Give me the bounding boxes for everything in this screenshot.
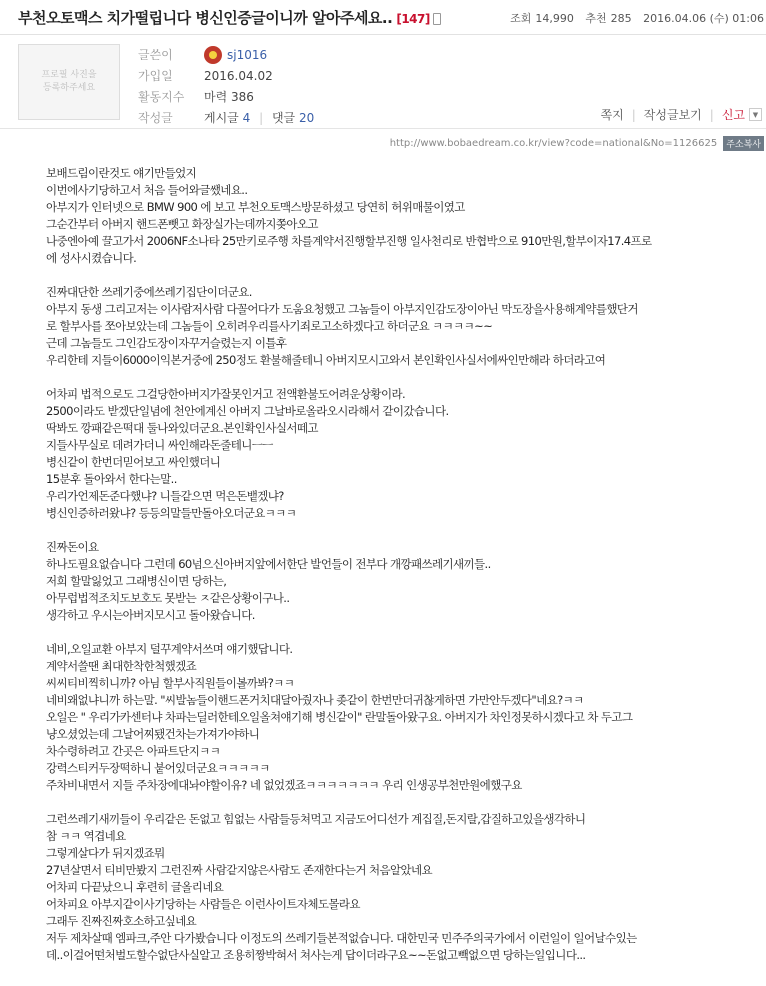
body-line: 에 성사시켰습니다. [46,251,137,265]
body-line: 27년살면서 티비만봤지 그런진짜 사람같지않은사람도 존재한다는거 처음알았네요 [46,863,433,877]
body-line: 근데 그놈들도 그인감도장이자꾸거슬렸는지 이틀후 [46,336,287,350]
post-url: http://www.bobaedream.co.kr/view?code=national&No=1126625 [389,138,718,149]
profile-photo-placeholder [18,44,120,120]
post-meta [502,10,764,26]
body-line: 어차피 다끝났으니 후련히 글올리네요 [46,880,224,894]
post-title [18,7,441,28]
recommend-label: 추천 [585,12,607,25]
author-row-joined [138,65,314,86]
body-line: 어차피요 아부지같이사기당하는 사람들은 이런사이트자체도몰라요 [46,897,360,911]
copy-url-button[interactable]: 주소복사 [723,136,764,151]
blank-line [46,794,746,811]
chevron-down-icon[interactable]: ▼ [749,108,762,121]
body-line: 그렇게살다가 뒤지겠죠뭐 [46,846,165,860]
body-line: 어차피 법적으로도 그걸당한아버지가잘못인거고 전액환불도어려운상황이라. [46,387,406,401]
views-label: 조회 [510,12,532,25]
body-line: 냥오셨었는데 그날어찌됐건차는가져가야하니 [46,727,260,741]
body-line: 2500이라도 받겠단일념에 천안에계신 아버지 그날바로올라오시라해서 같이갔습니다. [46,404,449,418]
body-line: 생각하고 우시는아버지모시고 돌아왔습니다. [46,608,255,622]
author-row-posts [138,107,314,128]
body-line: 하나도필요없습니다 그런데 60넘으신아버지앞에서한단 발언들이 전부다 개깡패쓰레기새끼들.. [46,557,491,571]
author-row-writer [138,44,314,65]
posts-view-button[interactable]: 작성글보기 [643,108,702,122]
avatar-icon [204,46,222,64]
author-row-activity [138,86,314,107]
writer-value[interactable] [204,46,267,64]
views-count: 14,990 [535,12,574,25]
body-line: 병신같이 한번더믿어보고 싸인했더니 [46,455,221,469]
activity-label: 활동지수 [138,90,185,104]
activity-value: 마력 386 [204,90,254,104]
writer-nickname[interactable]: sj1016 [227,47,268,62]
comments-count-label: 댓글 [271,111,296,125]
divider [0,128,766,129]
body-line: 15분후 돌아와서 한다는말.. [46,472,177,486]
body-line: 데..이걸어떤처벌도할수없단사실알고 조용히짱박혀서 쳐사는게 답이더라구요~~돈없고빽없으면 당하는일입니다... [46,948,586,962]
blank-line [46,624,746,641]
writer-label: 글쓴이 [138,48,173,62]
separator: | [709,107,714,122]
body-line: 아부지 동생 그리고저는 이사람저사람 다꼴어다가 도움요청했고 그놈들이 아부지인감도장이아닌 막도장을사용해계약를했단거 [46,302,638,316]
body-line: 저희 할말잃었고 그래병신이면 당하는, [46,574,227,588]
body-line: 보배드림이란것도 얘기만들었지 [46,166,197,180]
body-line: 그런쓰레기새끼들이 우리같은 돈없고 힘없는 사람들등쳐먹고 지금도어디선가 계집질,돈지랄,갑질하고있을생각하니 [46,812,586,826]
posts-label: 작성글 [138,111,173,125]
body-line: 네비왜없냐니까 하는말. "씨발놈들이핸드폰거치대달아줬자나 좆같이 한번만더귀찮게하면 가만안두겠다"네요?ㅋㅋ [46,693,584,707]
post-actions [587,106,762,123]
profile-placeholder-text: 프로필 사진을 등록하주세요 [41,70,97,93]
body-line: 로 할부사를 쪼아보았는데 그놈들이 오히려우리를사기죄로고소하겠다고 하더군요 ㅋㅋㅋㅋ~~ [46,319,493,333]
joined-label: 가입일 [138,69,173,83]
body-line: 네비,오일교환 아부지 덜꾸계약서쓰며 얘기했답니다. [46,642,293,656]
body-line: 아부지가 인터넷으로 BMW 900 에 보고 부천오토맥스방문하셨고 당연히 허위매물이였고 [46,200,465,214]
memo-button[interactable]: 쪽지 [600,108,624,122]
mobile-icon [433,13,441,25]
report-button[interactable]: 신고 [721,108,745,122]
comments-count[interactable]: 20 [298,111,315,125]
url-bar [390,136,764,151]
body-line: 진짜대단한 쓰레기중에쓰레기집단이더군요. [46,285,252,299]
body-line: 병신인증하러왔냐? 등등의말들만돌아오더군요ㅋㅋㅋ [46,506,297,520]
body-line: 오일은 " 우리가카센터냐 차파는딜러한테오일올쳐얘기해 병신같이" 란말돌아왔구요. 아버지가 차인정못하시겠다고 차 두고그 [46,710,633,724]
post-datetime: 2016.04.06 (수) 01:06 [643,12,764,25]
body-line: 지들사무실로 데려가더니 싸인해라돈줄테니ㅡㅡ [46,438,273,452]
recommend-count: 285 [610,12,632,25]
body-line: 그순간부터 아버지 핸드폰뺏고 화장실가는데까지쫒아오고 [46,217,318,231]
body-line: 강력스티커두장떡하니 붙어있더군요ㅋㅋㅋㅋㅋ [46,761,270,775]
separator: | [631,107,636,122]
body-line: 딱봐도 깡패같은떡대 둘나와있더군요.본인확인사실서떼고 [46,421,318,435]
body-line: 참 ㅋㅋ 역겹네요 [46,829,126,843]
body-line: 계약서쓸땐 최대한착한척했겠죠 [46,659,197,673]
comment-count[interactable]: [147] [396,12,430,26]
separator: | [259,111,264,125]
author-info [138,44,314,128]
body-line: 아무럽법적조치도보호도 못받는 ㅈ같은상황이구나.. [46,591,290,605]
posts-count[interactable]: 4 [242,111,251,125]
body-line: 나중엔아예 끌고가서 2006NF소나타 25만키로주행 차를계약서진행할부진행 일사천리로 반협박으로 910만원,할부이자17.4프로 [46,234,652,248]
post-title-text: 부천오토맥스 치가떨립니다 병신인증글이니까 알아주세요.. [18,9,393,27]
body-line: 차수령하려고 간곳은 아파트단지ㅋㅋ [46,744,221,758]
body-line: 우리한테 지들이6000이익본거중에 250정도 환불해줄테니 아버지모시고와서 본인확인사실서에싸인만해라 하더라고여 [46,353,606,367]
post-header [0,0,766,35]
body-line: 진짜돈이요 [46,540,99,554]
post-body [46,165,746,964]
body-line: 씨씨티비찍히니까? 아님 할부사직원들이볼까봐?ㅋㅋ [46,676,295,690]
body-line: 저두 제차살때 엠파크,주안 다가봤습니다 이정도의 쓰레기들본적없습니다. 대한민국 민주주의국가에서 이런일이 일어날수있는 [46,931,637,945]
body-line: 우리가언제돈준다했냐? 니들같으면 먹은돈뱉겠냐? [46,489,284,503]
blank-line [46,369,746,386]
posts-count-label: 게시글 [204,111,239,125]
blank-line [46,522,746,539]
joined-value: 2016.04.02 [204,68,273,83]
body-line: 그래두 진짜진짜호소하고싶네요 [46,914,197,928]
body-line: 이번에사기당하고서 처음 들어와글쌨네요.. [46,183,248,197]
blank-line [46,267,746,284]
body-line: 주차비내면서 지들 주차장에대놔야할이유? 네 없었겠죠ㅋㅋㅋㅋㅋㅋㅋ 우리 인생공부천만원에했구요 [46,778,522,792]
posts-value [204,109,314,126]
